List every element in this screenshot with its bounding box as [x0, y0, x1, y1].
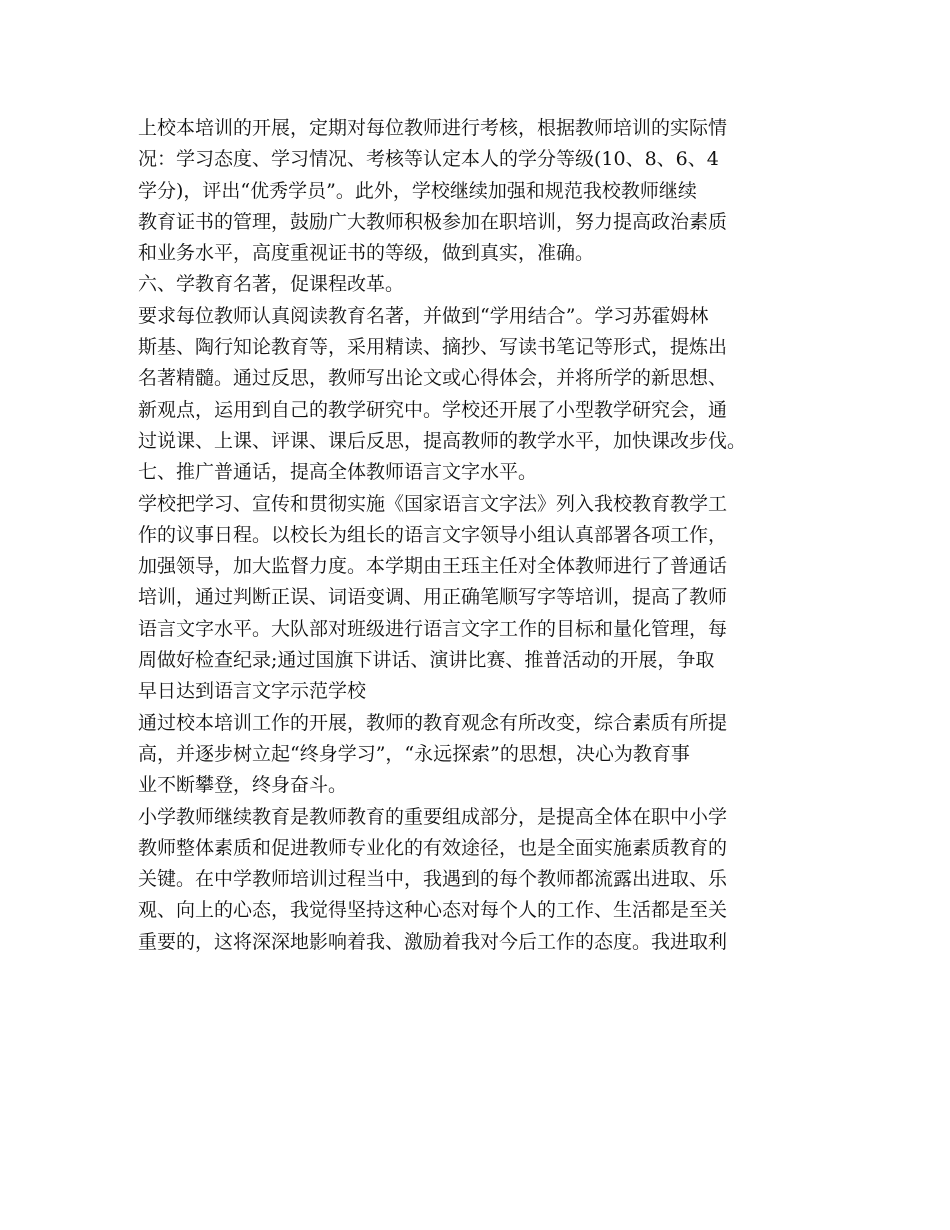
text-line: 培训，通过判断正误、词语变调、用正确笔顺写字等培训，提高了教师: [138, 586, 728, 609]
text-line: 学分)，评出“优秀学员”。此外，学校继续加强和规范我校教师继续: [138, 179, 697, 202]
text-line: 上校本培训的开展，定期对每位教师进行考核，根据教师培训的实际情: [138, 117, 728, 139]
text-line: 作的议事日程。以校长为组长的语言文字领导小组认真部署各项工作，: [138, 523, 728, 546]
text-line: 教育证书的管理，鼓励广大教师积极参加在职培训，努力提高政治素质: [138, 210, 728, 233]
text-line: 况：学习态度、学习情况、考核等认定本人的学分等级(10、8、6、4: [138, 148, 719, 171]
document-body: [138, 113, 828, 958]
text-line: 学校把学习、宣传和贯彻实施《国家语言文字法》列入我校教育教学工: [138, 492, 728, 515]
text-line: 周做好检查纪录;通过国旗下讲话、演讲比赛、推普活动的开展，争取: [138, 649, 715, 672]
text-line: 教师整体素质和促进教师专业化的有效途径，也是全面实施素质教育的: [138, 836, 728, 859]
text-line: 斯基、陶行知论教育等，采用精读、摘抄、写读书笔记等形式，提炼出: [138, 336, 728, 359]
text-line: 语言文字水平。大队部对班级进行语言文字工作的目标和量化管理，每: [138, 617, 728, 640]
text-line: 观、向上的心态，我觉得坚持这种心态对每个人的工作、生活都是至关: [138, 899, 728, 922]
text-line: 业不断攀登，终身奋斗。: [138, 774, 348, 797]
section-heading: 六、学教育名著，促课程改革。: [138, 273, 405, 296]
text-line: 过说课、上课、评课、课后反思，提高教师的教学水平，加快课改步伐。: [138, 429, 747, 452]
text-line: 加强领导，加大监督力度。本学期由王珏主任对全体教师进行了普通话: [138, 555, 728, 578]
text-line: 重要的，这将深深地影响着我、激励着我对今后工作的态度。我进取利: [138, 930, 728, 953]
text-line: 通过校本培训工作的开展，教师的教育观念有所改变，综合素质有所提: [138, 711, 728, 734]
text-line: 高，并逐步树立起“终身学习”，“永远探索”的思想，决心为教育事: [138, 742, 690, 765]
section-heading: 七、推广普通话，提高全体教师语言文字水平。: [138, 461, 538, 484]
text-line: 关键。在中学教师培训过程当中，我遇到的每个教师都流露出进取、乐: [138, 868, 728, 891]
text-line: 要求每位教师认真阅读教育名著，并做到“学用结合”。学习苏霍姆林: [138, 304, 709, 327]
text-line: 早日达到语言文字示范学校: [138, 680, 367, 703]
text-line: 和业务水平，高度重视证书的等级，做到真实，准确。: [138, 242, 595, 265]
text-line: 小学教师继续教育是教师教育的重要组成部分，是提高全体在职中小学: [138, 805, 728, 828]
text-line: 名著精髓。通过反思，教师写出论文或心得体会，并将所学的新思想、: [138, 367, 728, 390]
text-line: 新观点，运用到自己的教学研究中。学校还开展了小型教学研究会，通: [138, 398, 728, 421]
